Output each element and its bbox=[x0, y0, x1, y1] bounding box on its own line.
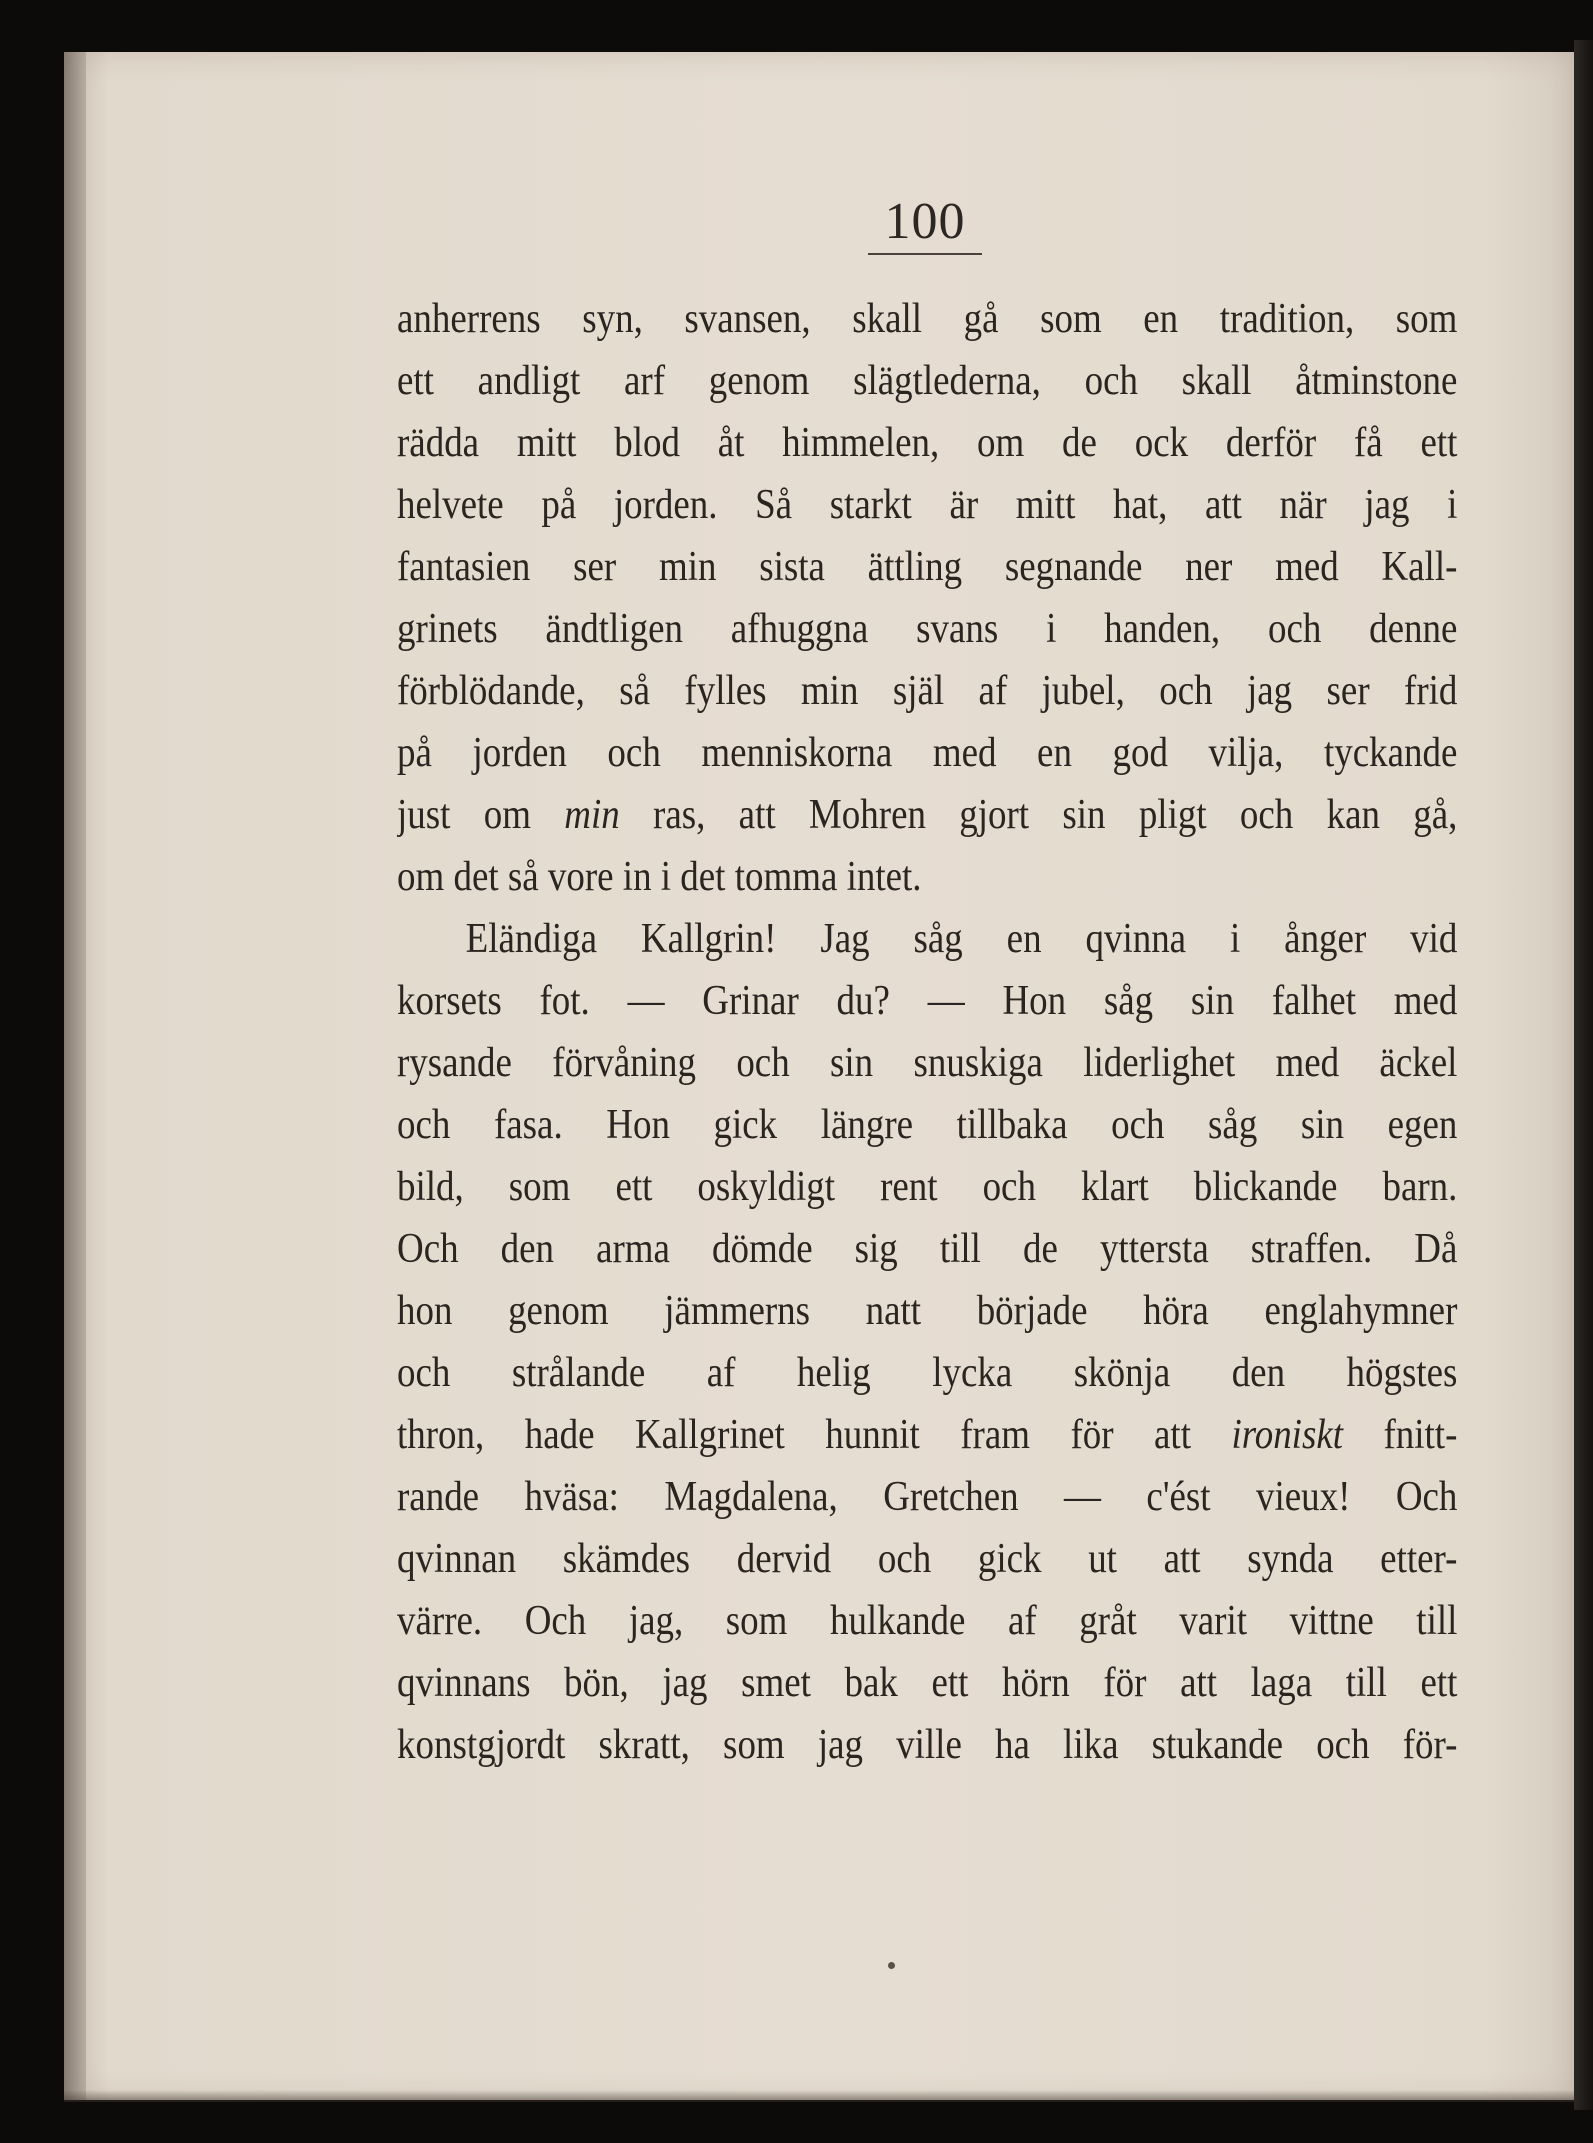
text-line: hon genom jämmerns natt började höra englahymner bbox=[397, 1288, 1458, 1334]
text-line: anherrens syn, svansen, skall gå som en tradition, som bbox=[397, 296, 1458, 342]
text-line: qvinnans bön, jag smet bak ett hörn för att laga till ett bbox=[397, 1660, 1458, 1706]
ink-speck bbox=[888, 1962, 895, 1969]
text-line: bild, som ett oskyldigt rent och klart blickande barn. bbox=[397, 1164, 1458, 1210]
text-line: qvinnan skämdes dervid och gick ut att synda etter- bbox=[397, 1536, 1458, 1582]
text-segment: just om bbox=[397, 792, 565, 838]
text-segment: ras, att Mohren gjort sin pligt och kan gå, bbox=[619, 792, 1458, 838]
text-line: och strålande af helig lycka skönja den högstes bbox=[397, 1350, 1458, 1396]
text-line: Och den arma dömde sig till de yttersta straffen. Då bbox=[397, 1226, 1458, 1272]
text-line: rysande förvåning och sin snuskiga liderlighet med äckel bbox=[397, 1040, 1458, 1086]
text-line: rädda mitt blod åt himmelen, om de ock derför få ett bbox=[397, 420, 1458, 466]
body-text bbox=[397, 288, 1458, 1776]
text-line: korsets fot. — Grinar du? — Hon såg sin falhet med bbox=[397, 978, 1458, 1024]
text-segment: fnitt- bbox=[1343, 1412, 1458, 1458]
text-line: konstgjordt skratt, som jag ville ha lika stukande och för- bbox=[397, 1722, 1458, 1768]
text-line: värre. Och jag, som hulkande af gråt varit vittne till bbox=[397, 1598, 1458, 1644]
text-line: förblödande, så fylles min själ af jubel, och jag ser frid bbox=[397, 668, 1458, 714]
text-line: ett andligt arf genom slägtlederna, och skall åtminstone bbox=[397, 358, 1458, 404]
emphasized-word: ironiskt bbox=[1231, 1412, 1344, 1458]
text-line: och fasa. Hon gick längre tillbaka och såg sin egen bbox=[397, 1102, 1458, 1148]
page-gutter-shadow bbox=[64, 52, 86, 2100]
page-edge bbox=[1574, 40, 1593, 2110]
text-segment: thron, hade Kallgrinet hunnit fram för att bbox=[397, 1412, 1232, 1458]
text-line: grinets ändtligen afhuggna svans i handen, och denne bbox=[397, 606, 1458, 652]
text-line: på jorden och menniskorna med en god vilja, tyckande bbox=[397, 730, 1458, 776]
page-bottom-shadow bbox=[64, 2090, 1574, 2102]
page-number-rule bbox=[868, 253, 982, 255]
text-line: fantasien ser min sista ättling segnande ner med Kall- bbox=[397, 544, 1458, 590]
text-line: rande hväsa: Magdalena, Gretchen — c'ést vieux! Och bbox=[397, 1474, 1458, 1520]
emphasized-word: min bbox=[564, 792, 620, 838]
text-line bbox=[397, 784, 1457, 846]
text-line bbox=[397, 1404, 1457, 1466]
text-line: om det så vore in i det tomma intet. bbox=[397, 854, 922, 900]
text-line: helvete på jorden. Så starkt är mitt hat, att när jag i bbox=[397, 482, 1458, 528]
paragraph-first-line: Eländiga Kallgrin! Jag såg en qvinna i ånger vid bbox=[465, 916, 1458, 962]
page-number: 100 bbox=[884, 193, 966, 250]
